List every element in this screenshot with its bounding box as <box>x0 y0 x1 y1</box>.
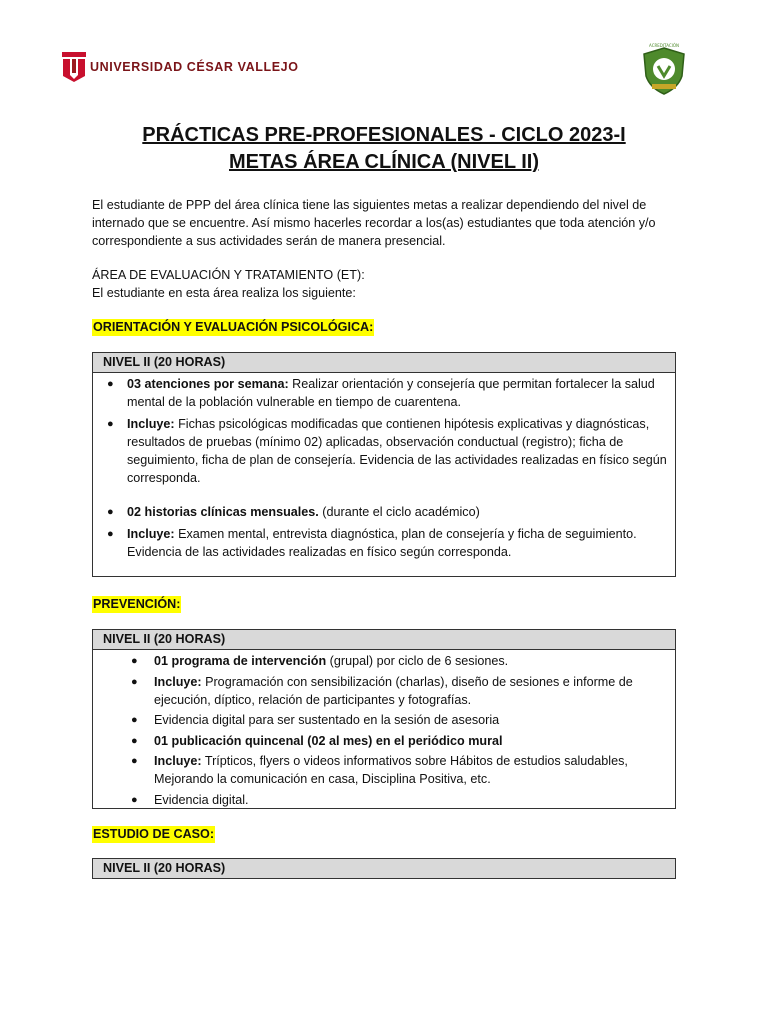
bullet-icon: ● <box>107 528 114 540</box>
bullet-icon: ● <box>107 418 114 430</box>
accreditation-seal-icon <box>636 42 692 98</box>
level-table-prevencion <box>92 629 676 809</box>
area-subtext: El estudiante en esta área realiza los siguiente: <box>92 286 356 300</box>
university-name: UNIVERSIDAD CÉSAR VALLEJO <box>90 60 299 74</box>
bullet-icon: ● <box>107 506 114 518</box>
bullet-icon: ● <box>107 378 114 390</box>
university-logo <box>62 52 299 82</box>
level-body <box>93 650 675 809</box>
list-item: ● 01 programa de intervención (grupal) por ciclo de 6 sesiones. <box>131 654 509 668</box>
document-title: PRÁCTICAS PRE-PROFESIONALES - CICLO 2023-I <box>142 124 626 146</box>
bullet-icon: ● <box>131 755 138 767</box>
level-header: NIVEL II (20 HORAS) <box>93 859 675 878</box>
bullet-icon: ● <box>131 714 138 726</box>
ucv-shield-icon <box>62 52 86 82</box>
list-item: ● Evidencia digital. <box>131 792 249 807</box>
section-label-prevencion: PREVENCIÓN: <box>93 597 181 611</box>
list-item: ● Incluye: Fichas psicológicas modificadas que contienen hipótesis explicativas y diagnósticas, resultados de pruebas (mínimo 02) aplicadas, observación conductual (registro); ficha de seguimiento, ficha de plan de consejería. Evidencia de las actividades realizadas en físico según corresponda. <box>107 417 667 485</box>
level-table-orientacion <box>92 352 676 577</box>
document-subtitle: METAS ÁREA CLÍNICA (NIVEL II) <box>229 151 539 173</box>
level-table-estudio-caso <box>92 858 676 879</box>
list-item: ● Evidencia digital para ser sustentado en la sesión de asesoria <box>131 713 500 727</box>
area-block <box>92 266 692 302</box>
intro-paragraph: El estudiante de PPP del área clínica tiene las siguientes metas a realizar dependiendo del nivel de internado que se encuentre. Así mismo hacerles recordar a los(as) estudiantes que toda atención y/o correspondiente a sus actividades serán de manera presencial. <box>92 198 656 248</box>
bullet-icon: ● <box>131 675 138 688</box>
list-item: ● 02 historias clínicas mensuales. (durante el ciclo académico) <box>107 505 480 519</box>
bullet-icon: ● <box>131 793 138 806</box>
list-item: ● 01 publicación quincenal (02 al mes) en el periódico mural <box>131 733 503 748</box>
list-item: ● Incluye: Programación con sensibilización (charlas), diseño de sesiones e informe de ejecución, díptico, relación de participantes y fotografías. <box>131 674 633 707</box>
list-item: ● 03 atenciones por semana: Realizar orientación y consejería que permitan fortalecer la salud mental de la población vulnerable en tiempo de cuarentena. <box>107 377 655 409</box>
svg-text:ACREDITACIÓN: ACREDITACIÓN <box>649 43 679 48</box>
section-label-estudio-caso: ESTUDIO DE CASO: <box>93 827 215 841</box>
bullet-icon: ● <box>131 655 138 667</box>
bullet-icon: ● <box>131 734 138 747</box>
area-heading: ÁREA DE EVALUACIÓN Y TRATAMIENTO (ET): <box>92 268 365 282</box>
list-item: ● Incluye: Trípticos, flyers o videos informativos sobre Hábitos de estudios saludables, Mejorando la comunicación en casa, Disciplina Positiva, etc. <box>131 754 628 786</box>
list-item: ● Incluye: Examen mental, entrevista diagnóstica, plan de consejería y ficha de seguimiento. Evidencia de las actividades realizadas en físico según corresponda. <box>107 527 637 559</box>
level-body <box>93 373 675 561</box>
level-header: NIVEL II (20 HORAS) <box>93 353 675 373</box>
section-label-orientacion: ORIENTACIÓN Y EVALUACIÓN PSICOLÓGICA: <box>93 320 374 334</box>
level-header: NIVEL II (20 HORAS) <box>93 630 675 650</box>
